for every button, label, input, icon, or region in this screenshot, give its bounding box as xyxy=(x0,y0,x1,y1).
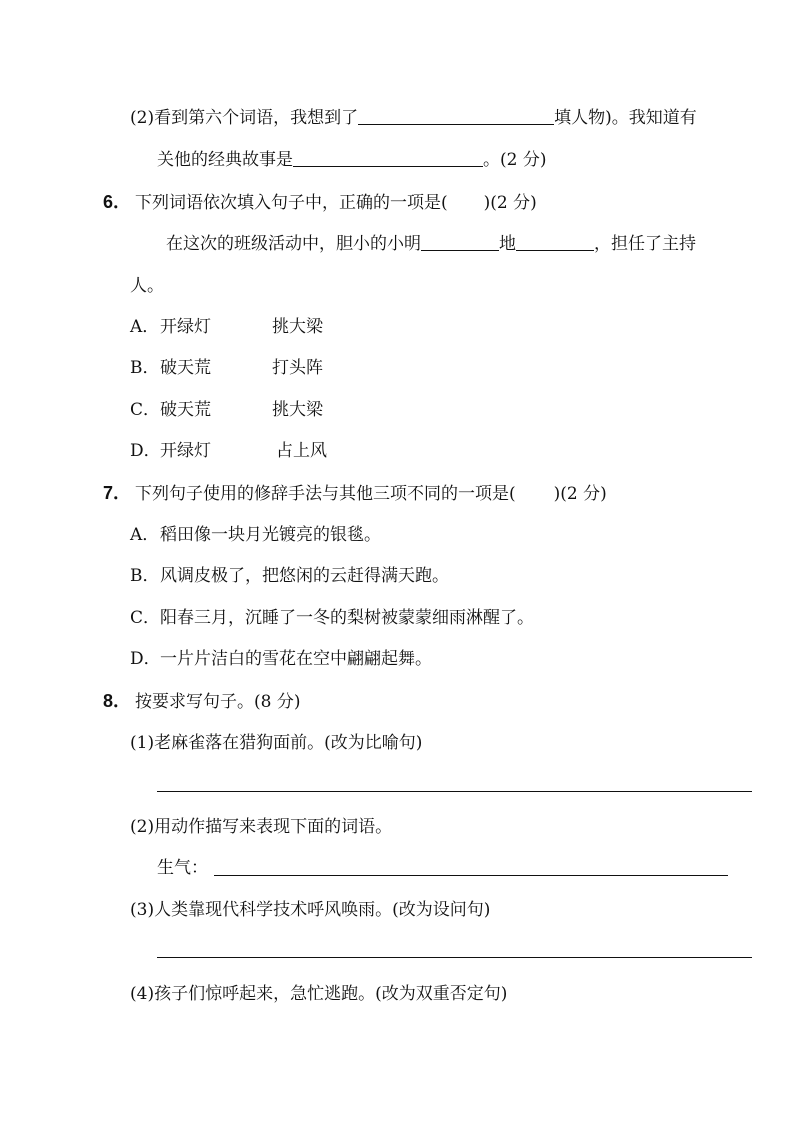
q6-option-b[interactable] xyxy=(130,356,323,380)
q5-sub2-line2 xyxy=(157,148,546,172)
q8-sub1: (1)老麻雀落在猎狗面前。(改为比喻句) xyxy=(130,733,423,753)
q8-prompt-text: 按要求写句子。(8 分) xyxy=(135,692,301,712)
q6-option-a[interactable] xyxy=(130,315,323,339)
option-word-2: 挑大梁 xyxy=(272,317,323,337)
option-letter: A． xyxy=(130,317,160,337)
q8-sub2-answer-line[interactable] xyxy=(214,875,728,876)
q6-option-d[interactable] xyxy=(130,439,327,463)
q7-number: 7． xyxy=(103,483,132,503)
option-letter: B． xyxy=(130,566,160,586)
q7-option-b[interactable] xyxy=(130,564,449,588)
option-letter: B． xyxy=(130,358,160,378)
q5-sub2-text-before: (2)看到第六个词语，我想到了 xyxy=(130,108,359,128)
q6-prompt-before: 下列词语依次填入句子中，正确的一项是( xyxy=(135,193,448,213)
q6-sentence-part3: ，担任了主持 xyxy=(594,234,696,254)
option-letter: D． xyxy=(130,649,161,669)
q7-prompt-before: 下列句子使用的修辞手法与其他三项不同的一项是( xyxy=(135,484,516,504)
q5-sub2-line2-before: 关他的经典故事是 xyxy=(157,150,293,170)
option-word-2: 占上风 xyxy=(276,441,327,461)
option-letter: D． xyxy=(130,441,161,461)
q6-option-c[interactable] xyxy=(130,398,323,422)
q8-sub1-answer-line[interactable] xyxy=(157,791,752,792)
option-text: 稻田像一块月光镀亮的银毯。 xyxy=(160,525,381,545)
q5-sub2-line2-after: 。(2 分) xyxy=(483,150,547,170)
q6-prompt-after: )(2 分) xyxy=(483,193,537,213)
option-word-1: 破天荒 xyxy=(160,400,211,420)
q7-option-d[interactable] xyxy=(130,647,432,671)
option-word-1: 破天荒 xyxy=(160,358,211,378)
q7-option-c[interactable] xyxy=(130,606,534,630)
q5-sub2-line1 xyxy=(130,106,697,130)
q8-sub3: (3)人类靠现代科学技术呼风唤雨。(改为设问句) xyxy=(130,900,491,920)
option-letter: C． xyxy=(130,400,161,420)
q8-sub2-label: 生气： xyxy=(157,858,208,878)
option-word-2: 打头阵 xyxy=(272,358,323,378)
q7-prompt-after: )(2 分) xyxy=(553,484,607,504)
q7-prompt xyxy=(103,481,607,505)
q5-sub2-blank-person[interactable] xyxy=(358,106,554,125)
q7-option-a[interactable] xyxy=(130,523,381,547)
q8-sub3-answer-line[interactable] xyxy=(157,957,752,958)
q6-blank-2[interactable] xyxy=(516,232,594,251)
q8-sub4: (4)孩子们惊呼起来，急忙逃跑。(改为双重否定句) xyxy=(130,984,508,1004)
q5-sub2-blank-story[interactable] xyxy=(293,148,483,167)
q8-sub2: (2)用动作描写来表现下面的词语。 xyxy=(130,817,393,837)
q6-number: 6． xyxy=(103,192,132,212)
option-word-1: 开绿灯 xyxy=(160,317,211,337)
q6-sentence-part1: 在这次的班级活动中，胆小的小明 xyxy=(166,234,421,254)
q6-sentence-part2: 地 xyxy=(499,234,516,254)
q6-sentence-line1 xyxy=(166,232,696,256)
option-text: 风调皮极了，把悠闲的云赶得满天跑。 xyxy=(160,566,449,586)
q6-prompt xyxy=(103,190,537,214)
option-word-1: 开绿灯 xyxy=(160,441,211,461)
q8-number: 8． xyxy=(103,691,132,711)
option-text: 阳春三月，沉睡了一冬的梨树被蒙蒙细雨淋醒了。 xyxy=(160,608,534,628)
q6-blank-1[interactable] xyxy=(421,232,499,251)
q8-sub2-answer xyxy=(157,856,208,880)
option-word-2: 挑大梁 xyxy=(272,400,323,420)
option-text: 一片片洁白的雪花在空中翩翩起舞。 xyxy=(160,649,432,669)
option-letter: A． xyxy=(130,525,160,545)
option-letter: C． xyxy=(130,608,161,628)
q5-sub2-text-after: 填人物)。我知道有 xyxy=(554,108,697,128)
q6-sentence-line2: 人。 xyxy=(130,276,164,296)
q8-prompt xyxy=(103,689,301,713)
